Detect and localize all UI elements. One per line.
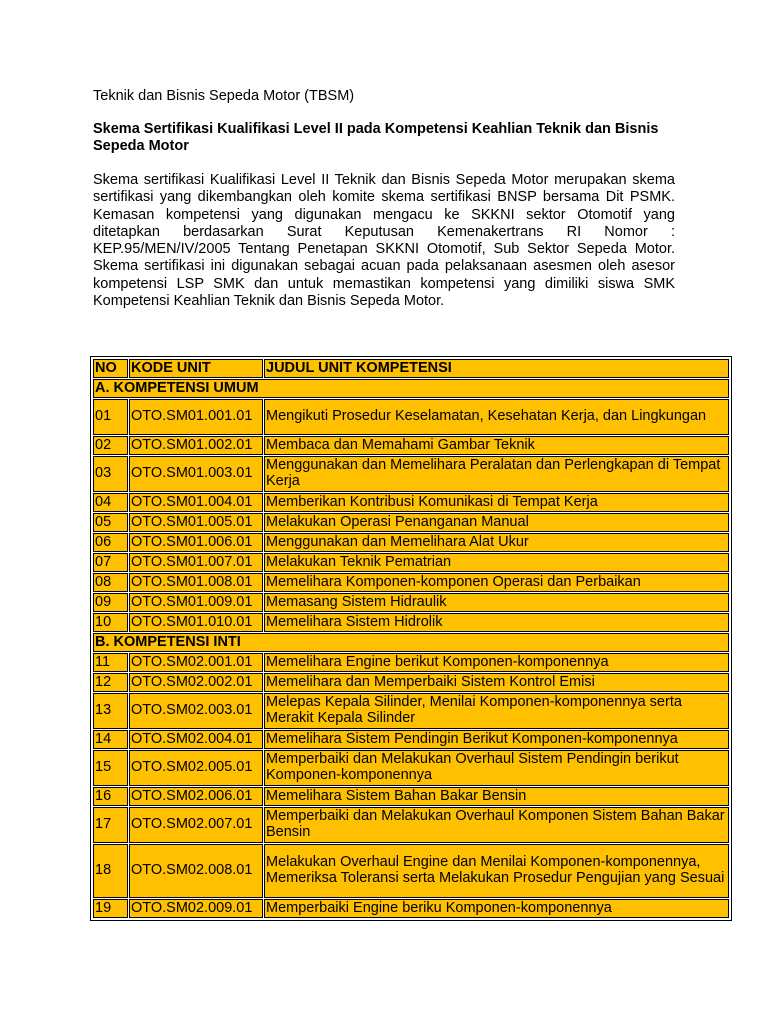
document-subject: Teknik dan Bisnis Sepeda Motor (TBSM) [93, 88, 355, 104]
competency-table-grid [92, 358, 730, 919]
cell-kode: OTO.SM02.003.01 [129, 693, 263, 729]
cell-no: 16 [93, 787, 128, 806]
cell-judul: Memelihara Sistem Hidrolik [264, 613, 729, 632]
cell-judul: Memelihara Sistem Bahan Bakar Bensin [264, 787, 729, 806]
table-row [93, 613, 729, 632]
header-kode-unit: KODE UNIT [129, 359, 263, 378]
table-row [93, 513, 729, 532]
cell-kode: OTO.SM01.002.01 [129, 436, 263, 455]
cell-judul: Memperbaiki Engine beriku Komponen-komponennya [264, 899, 729, 918]
cell-kode: OTO.SM01.005.01 [129, 513, 263, 532]
cell-judul: Memelihara Komponen-komponen Operasi dan Perbaikan [264, 573, 729, 592]
cell-judul: Membaca dan Memahami Gambar Teknik [264, 436, 729, 455]
cell-judul: Memelihara Sistem Pendingin Berikut Komponen-komponennya [264, 730, 729, 749]
cell-kode: OTO.SM02.004.01 [129, 730, 263, 749]
cell-no: 02 [93, 436, 128, 455]
cell-kode: OTO.SM01.009.01 [129, 593, 263, 612]
table-row [93, 730, 729, 749]
cell-kode: OTO.SM01.003.01 [129, 456, 263, 492]
table-row [93, 844, 729, 898]
cell-kode: OTO.SM02.007.01 [129, 807, 263, 843]
cell-kode: OTO.SM02.006.01 [129, 787, 263, 806]
cell-kode: OTO.SM01.004.01 [129, 493, 263, 512]
table-row [93, 436, 729, 455]
cell-kode: OTO.SM01.008.01 [129, 573, 263, 592]
cell-kode: OTO.SM02.001.01 [129, 653, 263, 672]
table-row [93, 750, 729, 786]
cell-judul: Memperbaiki dan Melakukan Overhaul Komponen Sistem Bahan Bakar Bensin [264, 807, 729, 843]
cell-kode: OTO.SM01.006.01 [129, 533, 263, 552]
cell-no: 08 [93, 573, 128, 592]
cell-judul: Melepas Kepala Silinder, Menilai Komponen-komponennya serta Merakit Kepala Silinder [264, 693, 729, 729]
table-row [93, 807, 729, 843]
table-row [93, 456, 729, 492]
table-row [93, 553, 729, 572]
section-row-kompetensi-inti [93, 633, 729, 652]
cell-kode: OTO.SM02.005.01 [129, 750, 263, 786]
cell-judul: Memperbaiki dan Melakukan Overhaul Sistem Pendingin berikut Komponen-komponennya [264, 750, 729, 786]
cell-no: 04 [93, 493, 128, 512]
cell-no: 05 [93, 513, 128, 532]
cell-no: 14 [93, 730, 128, 749]
cell-no: 12 [93, 673, 128, 692]
cell-judul: Mengikuti Prosedur Keselamatan, Kesehatan Kerja, dan Lingkungan [264, 399, 729, 435]
cell-judul: Memberikan Kontribusi Komunikasi di Tempat Kerja [264, 493, 729, 512]
table-row [93, 653, 729, 672]
header-no: NO [93, 359, 128, 378]
header-judul-unit: JUDUL UNIT KOMPETENSI [264, 359, 729, 378]
cell-judul: Melakukan Operasi Penanganan Manual [264, 513, 729, 532]
cell-no: 17 [93, 807, 128, 843]
cell-no: 06 [93, 533, 128, 552]
section-label: B. KOMPETENSI INTI [93, 633, 729, 652]
cell-no: 15 [93, 750, 128, 786]
document-heading: Skema Sertifikasi Kualifikasi Level II pada Kompetensi Keahlian Teknik dan Bisnis Sepeda Motor [93, 121, 659, 154]
cell-no: 19 [93, 899, 128, 918]
competency-table [90, 356, 732, 921]
cell-kode: OTO.SM02.009.01 [129, 899, 263, 918]
cell-judul: Memasang Sistem Hidraulik [264, 593, 729, 612]
table-row [93, 693, 729, 729]
cell-judul: Memelihara dan Memperbaiki Sistem Kontrol Emisi [264, 673, 729, 692]
cell-no: 11 [93, 653, 128, 672]
cell-kode: OTO.SM01.001.01 [129, 399, 263, 435]
section-row-kompetensi-umum [93, 379, 729, 398]
cell-no: 10 [93, 613, 128, 632]
cell-no: 03 [93, 456, 128, 492]
cell-no: 18 [93, 844, 128, 898]
table-row [93, 593, 729, 612]
table-header-row [93, 359, 729, 378]
table-row [93, 399, 729, 435]
table-row [93, 673, 729, 692]
table-row [93, 787, 729, 806]
cell-no: 13 [93, 693, 128, 729]
cell-no: 09 [93, 593, 128, 612]
cell-judul: Melakukan Overhaul Engine dan Menilai Komponen-komponennya, Memeriksa Toleransi serta Melakukan Prosedur Pengujian yang Sesuai [264, 844, 729, 898]
cell-kode: OTO.SM02.002.01 [129, 673, 263, 692]
cell-no: 01 [93, 399, 128, 435]
table-row [93, 573, 729, 592]
cell-judul: Menggunakan dan Memelihara Alat Ukur [264, 533, 729, 552]
cell-kode: OTO.SM01.007.01 [129, 553, 263, 572]
table-row [93, 533, 729, 552]
cell-kode: OTO.SM02.008.01 [129, 844, 263, 898]
table-row [93, 493, 729, 512]
table-row [93, 899, 729, 918]
cell-kode: OTO.SM01.010.01 [129, 613, 263, 632]
cell-judul: Melakukan Teknik Pematrian [264, 553, 729, 572]
document-body-paragraph: Skema sertifikasi Kualifikasi Level II Teknik dan Bisnis Sepeda Motor merupakan skema sertifikasi yang dikembangkan oleh komite skema sertifikasi BNSP bersama Dit PSMK. Kemasan kompetensi yang digunakan mengacu ke SKKNI sektor Otomotif yang ditetapkan berdasarkan Surat Keputusan Kemenakertrans RI Nomor : KEP.95/MEN/IV/2005 Tentang Penetapan SKKNI Otomotif, Sub Sektor Sepeda Motor. Skema sertifikasi ini digunakan sebagai acuan pada pelaksanaan asesmen oleh asesor kompetensi LSP SMK dan untuk memastikan kompetensi yang dimiliki siswa SMK Kompetensi Keahlian Teknik dan Bisnis Sepeda Motor. [93, 172, 675, 310]
cell-judul: Memelihara Engine berikut Komponen-komponennya [264, 653, 729, 672]
cell-judul: Menggunakan dan Memelihara Peralatan dan Perlengkapan di Tempat Kerja [264, 456, 729, 492]
cell-no: 07 [93, 553, 128, 572]
section-label: A. KOMPETENSI UMUM [93, 379, 729, 398]
